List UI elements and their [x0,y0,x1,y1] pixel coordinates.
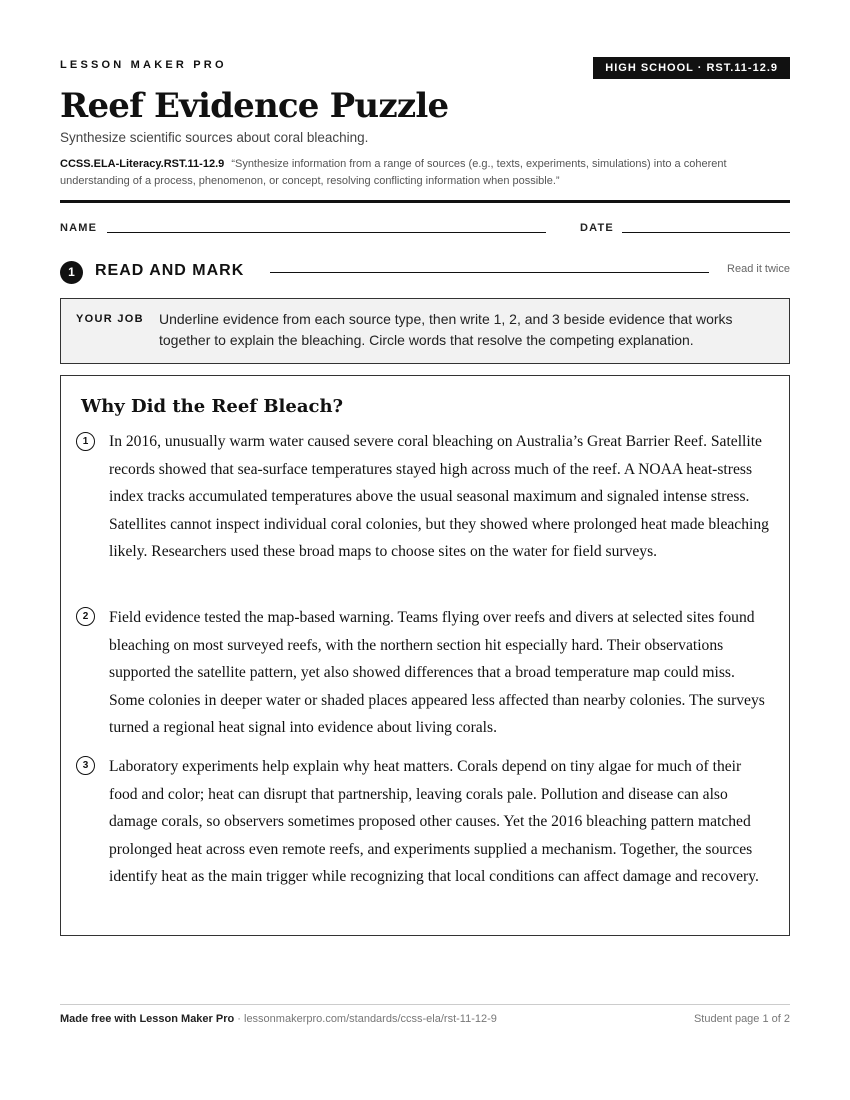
section-note: Read it twice [727,263,790,275]
section-rule [270,272,709,273]
date-label: DATE [580,222,614,234]
standard-description [60,156,790,190]
paragraph-number-3: 3 [76,756,95,775]
paragraph-2: Field evidence tested the map-based warning. Teams flying over reefs and divers at selected sites found bleaching on most surveyed reefs, with the northern section hit especially hard. Their observations supported the satellite pattern, yet also showed differences that a broad temperature map could miss. Some colonies in deeper water or shaded places appeared less affected than nearby colonies. The surveys turned a regional heat signal into evidence about living corals. [109,609,765,736]
paragraph-1: In 2016, unusually warm water caused severe coral bleaching on Australia’s Great Barrier Reef. Satellite records showed that sea-surface temperatures stayed high across much of the reef. A NOAA heat-stress index tracks accumulated temperatures above the usual seasonal maximum and signaled intense stress. Satellites cannot inspect individual coral colonies, but they showed where prolonged heat made bleaching likely. Researchers used these broad maps to choose sites on the water for field surveys. [109,433,769,560]
your-job-instructions: Underline evidence from each source type, then write 1, 2, and 3 beside evidence that works together to explain the bleaching. Circle words that resolve the competing explanation. [159,311,733,348]
your-job-box [60,298,790,364]
footer-made-with: Made free with Lesson Maker Pro [60,1013,235,1025]
section-heading [60,259,790,283]
your-job-label: YOUR JOB [76,313,144,325]
paragraph-number-2: 2 [76,607,95,626]
section-title: READ AND MARK [95,262,245,279]
header-divider [60,200,790,203]
standard-quote: “Synthesize information from a range of sources (e.g., texts, experiments, simulations) into a coherent understanding of a process, phenomenon, or concept, resolving conflicting information when possible.” [60,158,727,187]
page-subtitle: Synthesize scientific sources about coral bleaching. [60,130,369,145]
section-number-badge: 1 [60,261,83,284]
date-line[interactable] [622,232,790,233]
passage-title: Why Did the Reef Bleach? [81,396,344,417]
top-bar [60,57,790,79]
paragraph-3: Laboratory experiments help explain why heat matters. Corals depend on tiny algae for much of their food and color; heat can disrupt that partnership, leaving corals pale. Pollution and disease can also damage corals, so observers sometimes proposed other causes. Yet the 2016 bleaching pattern matched prolonged heat across even remote reefs, and experiments supplied a mechanism. Together, the sources identify heat as the main trigger while recognizing that local conditions can affect damage and recovery. [109,758,759,885]
name-line[interactable] [107,232,546,233]
page-title: Reef Evidence Puzzle [60,86,449,126]
grade-standard-badge: HIGH SCHOOL · RST.11-12.9 [593,57,790,79]
reading-passage [60,375,790,936]
standard-code: CCSS.ELA-Literacy.RST.11-12.9 [60,158,225,170]
footer-url[interactable]: · lessonmakerpro.com/standards/ccss-ela/rst-11-12-9 [237,1013,497,1025]
footer-credit [60,1013,497,1025]
paragraph-number-1: 1 [76,432,95,451]
name-label: NAME [60,222,98,234]
footer-divider [60,1004,790,1005]
brand-name: LESSON MAKER PRO [60,59,227,71]
page-indicator: Student page 1 of 2 [693,1013,790,1025]
name-date-row [60,222,790,238]
